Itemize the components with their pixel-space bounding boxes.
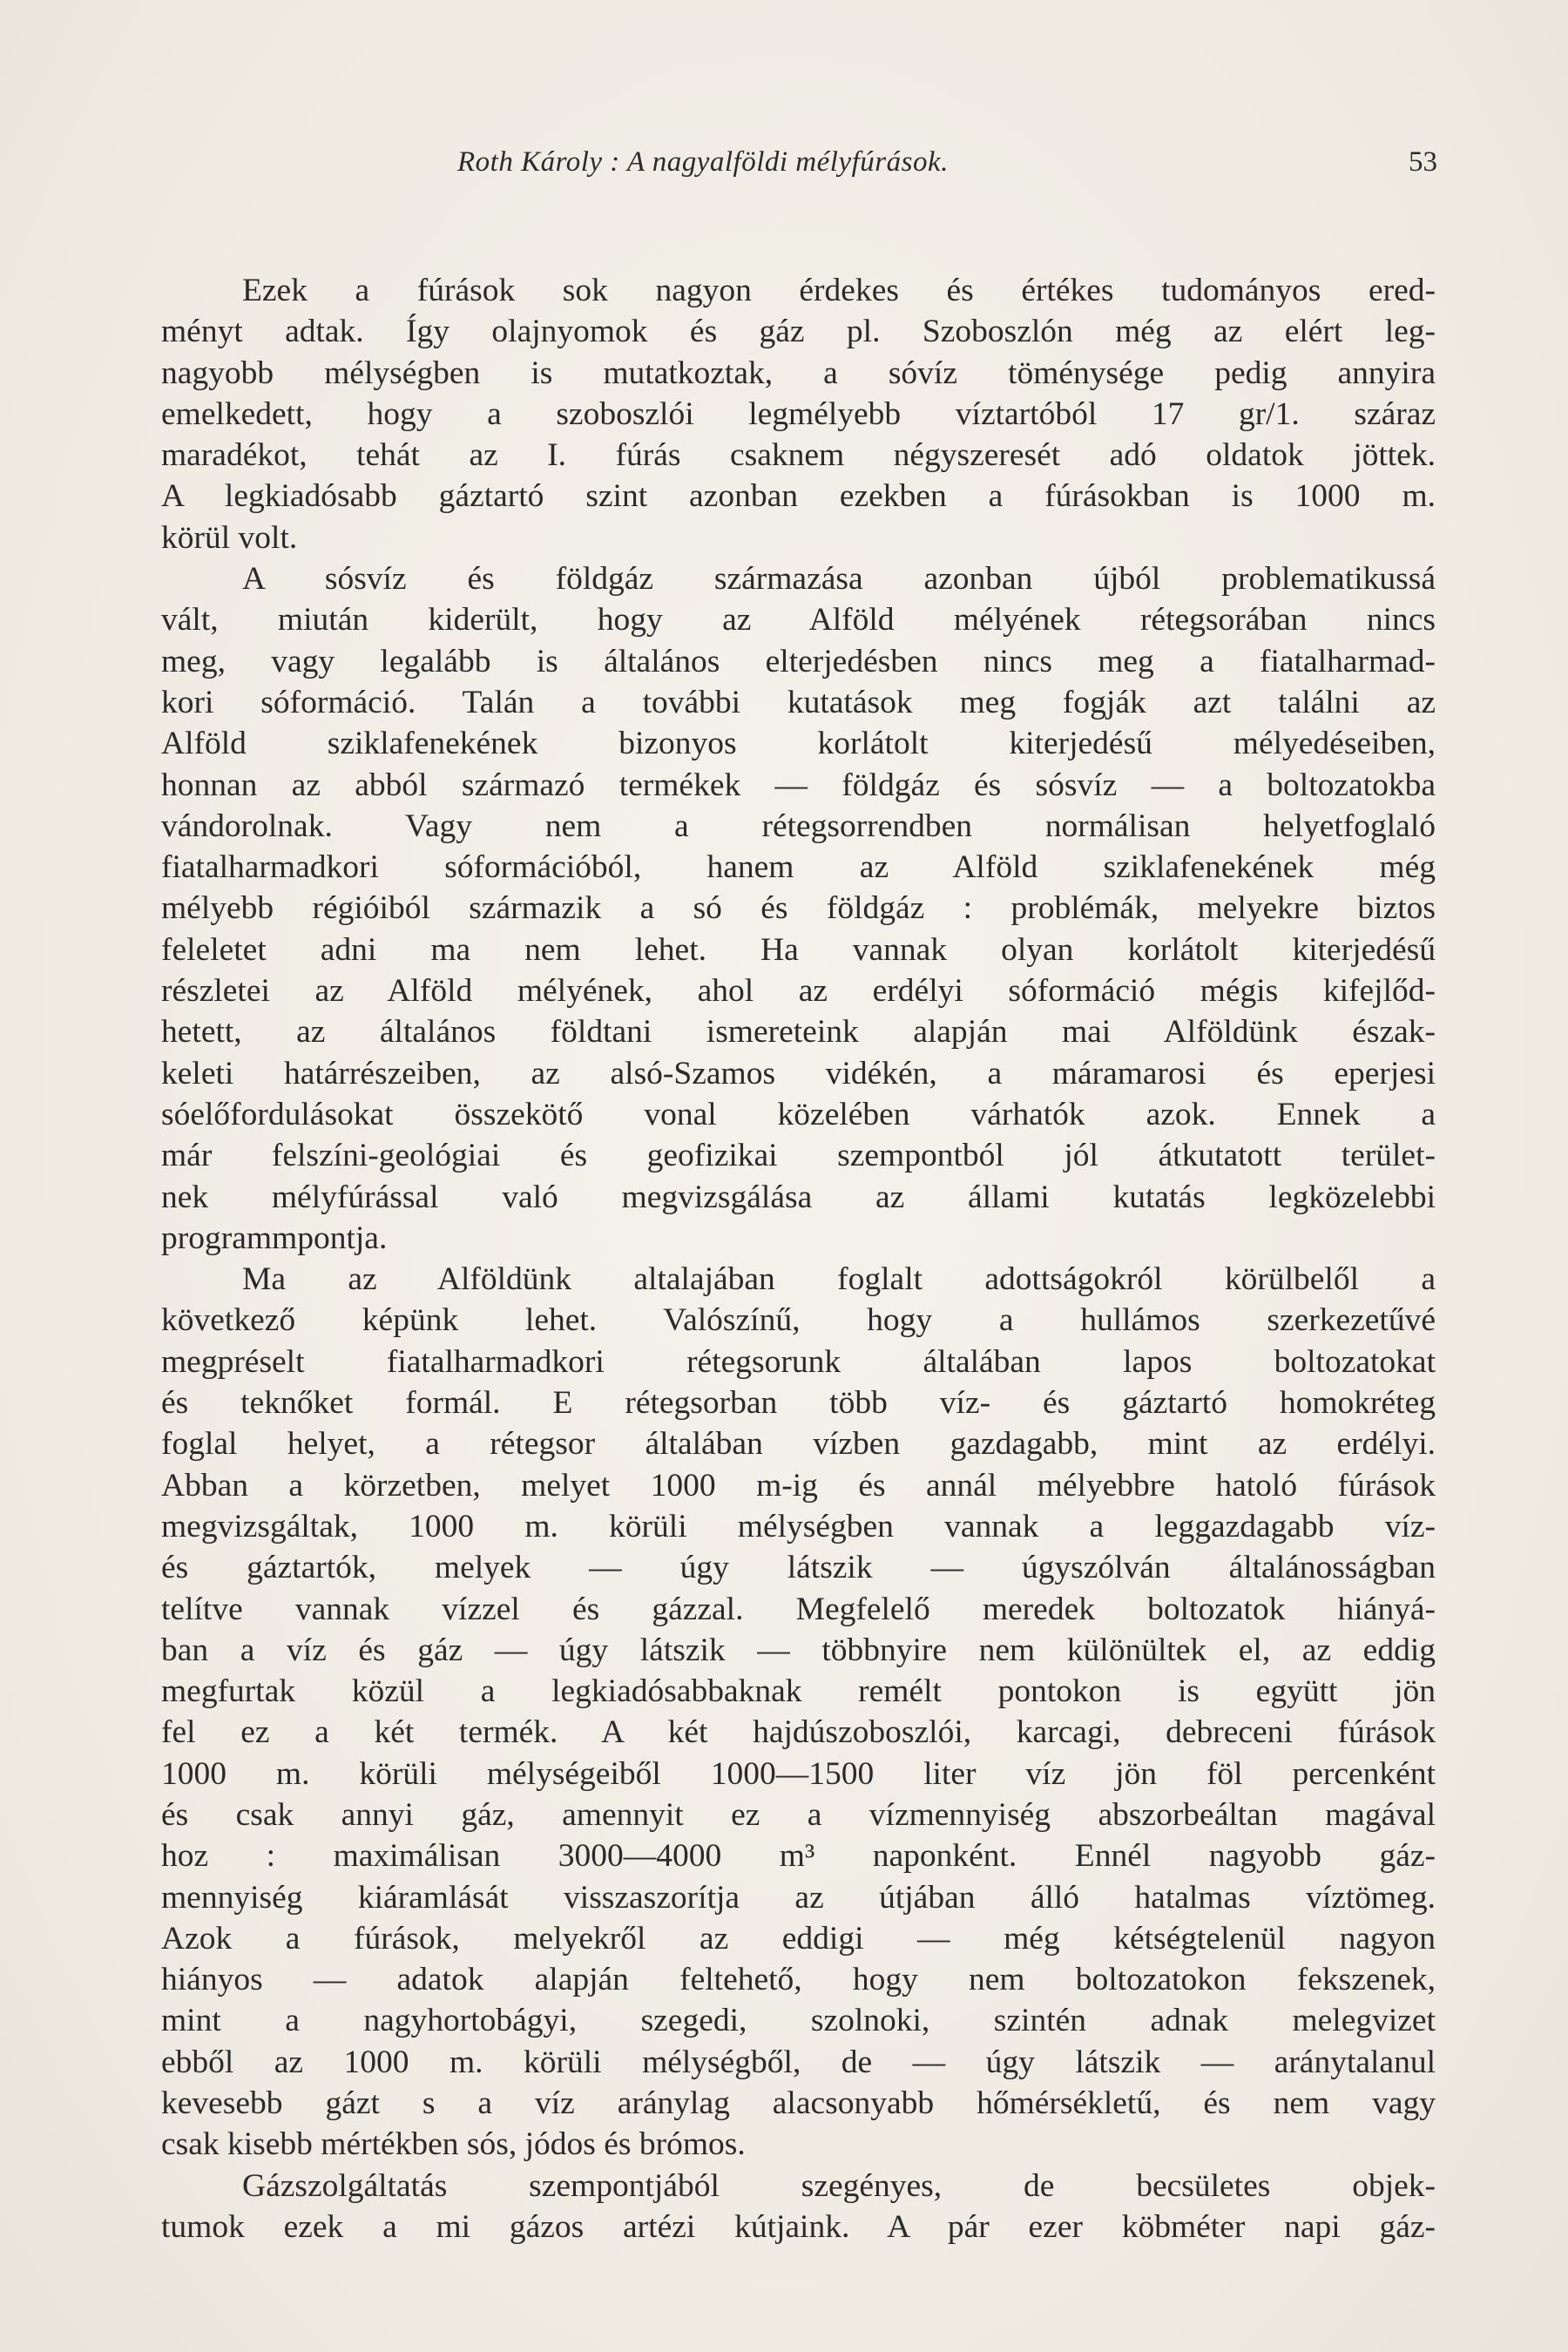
paragraph xyxy=(161,1259,1436,2166)
text-line: programmpontja. xyxy=(161,1220,388,1256)
text-line: vált, miután kiderült, hogy az Alföld mélyének rétegsorában nincs xyxy=(161,602,1436,639)
text-line: nek mélyfúrással való megvizsgálása az állami kutatás legközelebbi xyxy=(161,1179,1436,1215)
body-text xyxy=(161,270,1436,2247)
running-head: Roth Károly : A nagyalföldi mélyfúrások. xyxy=(457,146,949,178)
paragraph xyxy=(161,558,1436,1259)
text-line: vándorolnak. Vagy nem a rétegsorrendben normálisan helyetfoglaló xyxy=(161,808,1436,844)
text-line: meg, vagy legalább is általános elterjedésben nincs meg a fiatalharmad- xyxy=(161,643,1436,679)
text-line: megvizsgáltak, 1000 m. körüli mélységben vannak a leggazdagabb víz- xyxy=(161,1508,1436,1544)
text-line: ban a víz és gáz — úgy látszik — többnyire nem különültek el, az eddig xyxy=(161,1632,1436,1668)
page-number: 53 xyxy=(1409,146,1437,178)
text-line: és teknőket formál. E rétegsorban több víz- és gáztartó homokréteg xyxy=(161,1385,1436,1422)
text-line: Azok a fúrások, melyekről az eddigi — még kétségtelenül nagyon xyxy=(161,1920,1436,1957)
paragraph xyxy=(161,270,1436,558)
text-line: már felszíni-geológiai és geofizikai szempontból jól átkutatott terület- xyxy=(161,1138,1436,1174)
text-line: következő képünk lehet. Valószínű, hogy a hullámos szerkezetűvé xyxy=(161,1302,1436,1339)
text-line: és gáztartók, melyek — úgy látszik — úgyszólván általánosságban xyxy=(161,1550,1436,1586)
text-line: honnan az abból származó termékek — földgáz és sósvíz — a boltozatokba xyxy=(161,767,1436,803)
text-line: A sósvíz és földgáz származása azonban újból problematikussá xyxy=(242,561,1436,598)
text-line: mennyiség kiáramlását visszaszorítja az útjában álló hatalmas víztömeg. xyxy=(161,1879,1436,1916)
text-line: hoz : maximálisan 3000—4000 m³ naponként. Ennél nagyobb gáz- xyxy=(161,1838,1436,1875)
text-line: emelkedett, hogy a szoboszlói legmélyebb víztartóból 17 gr/1. száraz xyxy=(161,395,1436,432)
text-line: kevesebb gázt s a víz aránylag alacsonyabb hőmérsékletű, és nem vagy xyxy=(161,2085,1436,2122)
text-line: A legkiadósabb gáztartó szint azonban ezekben a fúrásokban is 1000 m. xyxy=(161,478,1436,515)
text-line: Ezek a fúrások sok nagyon érdekes és értékes tudományos ered- xyxy=(242,273,1436,308)
text-line: telítve vannak vízzel és gázzal. Megfelelő meredek boltozatok hiányá- xyxy=(161,1591,1436,1627)
text-line: kori sóformáció. Talán a további kutatások meg fogják azt találni az xyxy=(161,684,1436,720)
text-line: Gázszolgáltatás szempontjából szegényes, de becsületes objek- xyxy=(242,2167,1436,2204)
text-line: megpréselt fiatalharmadkori rétegsorunk általában lapos boltozatokat xyxy=(161,1343,1436,1380)
text-line: maradékot, tehát az I. fúrás csaknem négyszeresét adó oldatok jöttek. xyxy=(161,437,1436,474)
text-line: hetett, az általános földtani ismereteink alapján mai Alföldünk észak- xyxy=(161,1014,1436,1051)
text-line: ebből az 1000 m. körüli mélységből, de — úgy látszik — aránytalanul xyxy=(161,2044,1436,2080)
text-line: körül volt. xyxy=(161,519,298,556)
text-line: keleti határrészeiben, az alsó-Szamos vidékén, a máramarosi és eperjesi xyxy=(161,1055,1436,1092)
text-line: hiányos — adatok alapján feltehető, hogy nem boltozatokon fekszenek, xyxy=(161,1962,1436,1998)
text-line: ményt adtak. Így olajnyomok és gáz pl. Szoboszlón még az elért leg- xyxy=(161,314,1436,350)
page-header xyxy=(161,146,1437,199)
text-line: Abban a körzetben, melyet 1000 m-ig és annál mélyebbre hatoló fúrások xyxy=(161,1467,1436,1504)
text-line: Ma az Alföldünk altalajában foglalt adottságokról körülbelől a xyxy=(242,1261,1436,1298)
text-line: fiatalharmadkori sóformációból, hanem az Alföld sziklafenekének még xyxy=(161,849,1436,886)
text-line: részletei az Alföld mélyének, ahol az erdélyi sóformáció mégis kifejlőd- xyxy=(161,973,1436,1010)
text-line: Alföld sziklafenekének bizonyos korlátolt kiterjedésű mélyedéseiben, xyxy=(161,726,1436,762)
text-line: sóelőfordulásokat összekötő vonal közelében várhatók azok. Ennek a xyxy=(161,1096,1436,1132)
text-line: tumok ezek a mi gázos artézi kútjaink. A pár ezer köbméter napi gáz- xyxy=(161,2208,1436,2245)
paragraph xyxy=(161,2166,1436,2248)
text-line: csak kisebb mértékben sós, jódos és brómos. xyxy=(161,2126,746,2163)
text-line: fel ez a két termék. A két hajdúszoboszlói, karcagi, debreceni fúrások xyxy=(161,1714,1436,1751)
text-line: mint a nagyhortobágyi, szegedi, szolnoki, szintén adnak melegvizet xyxy=(161,2003,1436,2039)
text-line: nagyobb mélységben is mutatkoztak, a sóvíz töménysége pedig annyira xyxy=(161,355,1436,391)
text-line: és csak annyi gáz, amennyit ez a vízmennyiség abszorbeáltan magával xyxy=(161,1796,1436,1833)
text-line: foglal helyet, a rétegsor általában vízben gazdagabb, mint az erdélyi. xyxy=(161,1426,1436,1463)
text-line: feleletet adni ma nem lehet. Ha vannak olyan korlátolt kiterjedésű xyxy=(161,931,1436,968)
text-line: 1000 m. körüli mélységeiből 1000—1500 liter víz jön föl percenként xyxy=(161,1755,1436,1792)
text-line: megfurtak közül a legkiadósabbaknak remélt pontokon is együtt jön xyxy=(161,1673,1436,1710)
text-line: mélyebb régióiból származik a só és földgáz : problémák, melyekre biztos xyxy=(161,890,1436,927)
